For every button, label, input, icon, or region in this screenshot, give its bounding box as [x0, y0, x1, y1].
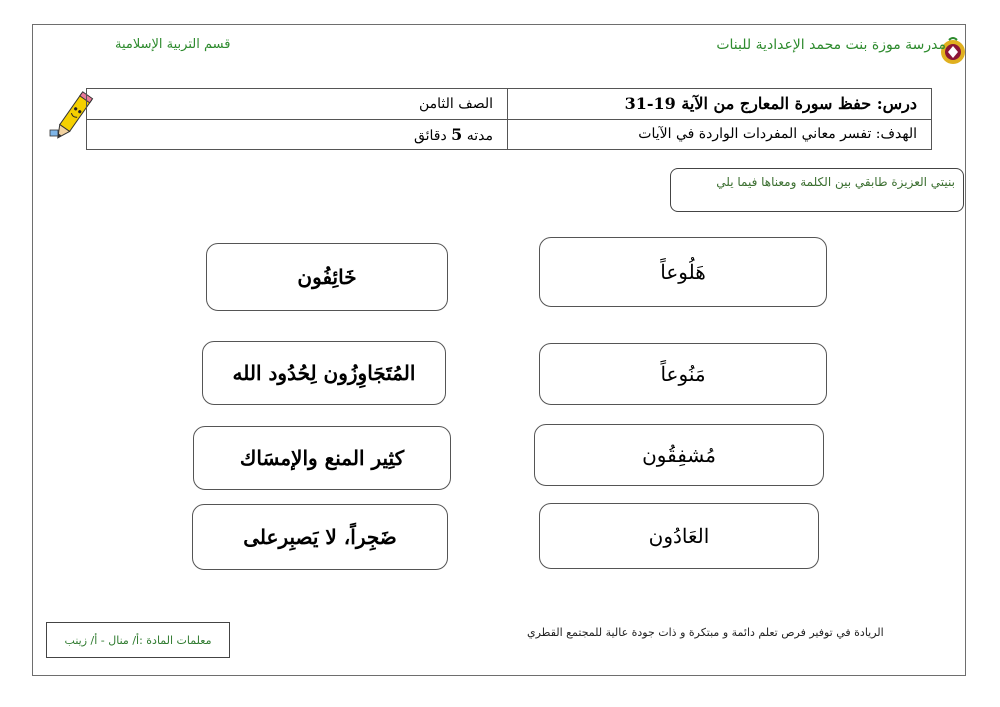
meaning-box-3[interactable]: كثِير المنع والإمسَاك: [193, 426, 451, 490]
meaning-box-2[interactable]: المُتَجَاوِزُون لِحُدُود الله: [202, 341, 446, 405]
word-box-1[interactable]: هَلُوعاً: [539, 237, 827, 307]
lesson-info-table: [86, 88, 932, 150]
word-box-4[interactable]: العَادُون: [539, 503, 819, 569]
teachers-box: معلمات المادة :أ/ منال - أ/ زينب: [46, 622, 230, 658]
meaning-box-1[interactable]: خَائِفُون: [206, 243, 448, 311]
word-box-2[interactable]: مَنُوعاً: [539, 343, 827, 405]
word-box-3[interactable]: مُشفِقُون: [534, 424, 824, 486]
duration-cell: [87, 119, 508, 150]
instruction-box: بنيتي العزيزة طابقي بين الكلمة ومعناها فيما يلي: [670, 168, 964, 212]
duration-value: 5: [451, 124, 463, 144]
school-name: مدرسة موزة بنت محمد الإعدادية للبنات: [716, 37, 946, 53]
duration-label: مدته: [466, 127, 493, 144]
grade-label: الصف الثامن: [87, 89, 508, 120]
lesson-title: درس: حفظ سورة المعارج من الآية 19-31: [508, 89, 932, 120]
duration-unit: دقائق: [413, 127, 447, 144]
meaning-box-4[interactable]: ضَجِراً، لا يَصبِرعلى: [192, 504, 448, 570]
department-name: قسم التربية الإسلامية: [115, 37, 231, 52]
footer-slogan: الريادة في توفير فرص تعلم دائمة و مبتكرة و ذات جودة عالية للمجتمع القطري: [527, 626, 884, 639]
lesson-goal: الهدف: تفسر معاني المفردات الواردة في الآيات: [508, 119, 932, 150]
